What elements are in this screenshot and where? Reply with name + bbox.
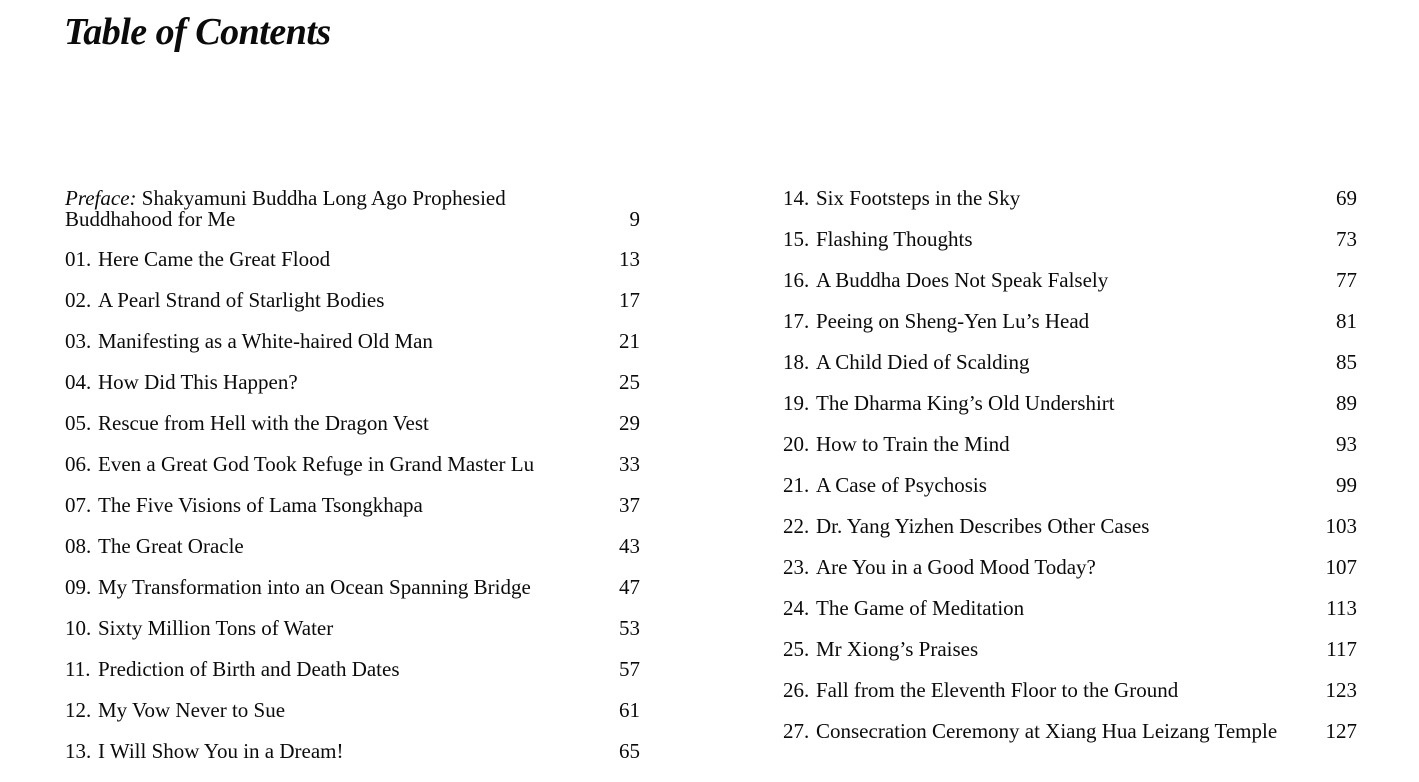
- chapter-number: 13.: [65, 739, 92, 763]
- chapter-title: Fall from the Eleventh Floor to the Ground: [816, 678, 1179, 702]
- toc-entry-07[interactable]: [65, 495, 640, 516]
- toc-entry-02[interactable]: [65, 290, 640, 311]
- chapter-number: 17.: [783, 309, 810, 333]
- chapter-title: A Child Died of Scalding: [816, 350, 1030, 374]
- toc-entry-17[interactable]: [783, 311, 1357, 332]
- page-number: 69: [1336, 186, 1357, 210]
- toc-column-left: [65, 188, 640, 782]
- chapter-number: 15.: [783, 227, 810, 251]
- chapter-title: I Will Show You in a Dream!: [98, 739, 344, 763]
- toc-entry-05[interactable]: [65, 413, 640, 434]
- toc-entry-26[interactable]: [783, 680, 1357, 701]
- chapter-title: The Dharma King’s Old Undershirt: [816, 391, 1115, 415]
- chapter-number: 12.: [65, 698, 92, 722]
- toc-entry-09[interactable]: [65, 577, 640, 598]
- chapter-title: Dr. Yang Yizhen Describes Other Cases: [816, 514, 1150, 538]
- chapter-number: 11.: [65, 657, 91, 681]
- chapter-title: Flashing Thoughts: [816, 227, 973, 251]
- toc-entry-11[interactable]: [65, 659, 640, 680]
- chapter-number: 20.: [783, 432, 810, 456]
- preface-title-text: Shakyamuni Buddha Long Ago Prophesied Buddhahood for Me: [65, 186, 506, 231]
- chapter-title: The Five Visions of Lama Tsongkhapa: [98, 493, 423, 517]
- chapter-title: Even a Great God Took Refuge in Grand Master Lu: [98, 452, 535, 476]
- page-number: 113: [1326, 596, 1357, 620]
- page-number: 85: [1336, 350, 1357, 374]
- chapter-title: Here Came the Great Flood: [98, 247, 331, 271]
- chapter-title: How to Train the Mind: [816, 432, 1010, 456]
- chapter-title: Manifesting as a White-haired Old Man: [98, 329, 433, 353]
- chapter-title: My Transformation into an Ocean Spanning Bridge: [98, 575, 531, 599]
- toc-entry-21[interactable]: [783, 475, 1357, 496]
- page-number: 103: [1325, 514, 1357, 538]
- toc-entry-24[interactable]: [783, 598, 1357, 619]
- toc-entry-10[interactable]: [65, 618, 640, 639]
- page-number: 43: [619, 534, 640, 558]
- toc-entry-preface[interactable]: [65, 188, 640, 230]
- chapter-title: How Did This Happen?: [98, 370, 298, 394]
- toc-entry-06[interactable]: [65, 454, 640, 475]
- chapter-title: Six Footsteps in the Sky: [816, 186, 1021, 210]
- chapter-title: A Case of Psychosis: [816, 473, 987, 497]
- chapter-number: 04.: [65, 370, 92, 394]
- page-number: 17: [619, 288, 640, 312]
- page-number: 9: [629, 207, 640, 231]
- chapter-title: Peeing on Sheng-Yen Lu’s Head: [816, 309, 1090, 333]
- page-number: 107: [1325, 555, 1357, 579]
- page-number: 13: [619, 247, 640, 271]
- chapter-title: The Great Oracle: [98, 534, 244, 558]
- chapter-number: 18.: [783, 350, 810, 374]
- toc-entry-01[interactable]: [65, 249, 640, 270]
- page-number: 89: [1336, 391, 1357, 415]
- toc-entry-14[interactable]: [783, 188, 1357, 209]
- chapter-number: 21.: [783, 473, 810, 497]
- page-number: 81: [1336, 309, 1357, 333]
- chapter-number: 23.: [783, 555, 810, 579]
- chapter-number: 22.: [783, 514, 810, 538]
- chapter-number: 02.: [65, 288, 92, 312]
- toc-entry-04[interactable]: [65, 372, 640, 393]
- page-number: 37: [619, 493, 640, 517]
- chapter-number: 26.: [783, 678, 810, 702]
- chapter-title: Rescue from Hell with the Dragon Vest: [98, 411, 429, 435]
- page-number: 21: [619, 329, 640, 353]
- toc-entry-19[interactable]: [783, 393, 1357, 414]
- page-number: 47: [619, 575, 640, 599]
- chapter-number: 07.: [65, 493, 92, 517]
- chapter-number: 01.: [65, 247, 92, 271]
- toc-entry-23[interactable]: [783, 557, 1357, 578]
- toc-entry-03[interactable]: [65, 331, 640, 352]
- chapter-title: Are You in a Good Mood Today?: [816, 555, 1096, 579]
- chapter-number: 24.: [783, 596, 810, 620]
- chapter-number: 06.: [65, 452, 92, 476]
- toc-entry-27[interactable]: [783, 721, 1357, 742]
- preface-title: [65, 188, 513, 230]
- toc-entry-20[interactable]: [783, 434, 1357, 455]
- chapter-title: Prediction of Birth and Death Dates: [98, 657, 400, 681]
- toc-entry-08[interactable]: [65, 536, 640, 557]
- chapter-number: 08.: [65, 534, 92, 558]
- chapter-number: 25.: [783, 637, 810, 661]
- page-number: 25: [619, 370, 640, 394]
- chapter-number: 19.: [783, 391, 810, 415]
- chapter-number: 09.: [65, 575, 92, 599]
- chapter-title: Consecration Ceremony at Xiang Hua Leizang Temple: [816, 719, 1278, 743]
- page-number: 57: [619, 657, 640, 681]
- page-number: 99: [1336, 473, 1357, 497]
- chapter-title: Sixty Million Tons of Water: [98, 616, 334, 640]
- chapter-title: The Game of Meditation: [816, 596, 1025, 620]
- page-number: 77: [1336, 268, 1357, 292]
- page-number: 127: [1325, 719, 1357, 743]
- chapter-number: 05.: [65, 411, 92, 435]
- toc-entry-18[interactable]: [783, 352, 1357, 373]
- page-number: 65: [619, 739, 640, 763]
- page-number: 73: [1336, 227, 1357, 251]
- page-number: 53: [619, 616, 640, 640]
- page-number: 29: [619, 411, 640, 435]
- toc-entry-25[interactable]: [783, 639, 1357, 660]
- preface-label: Preface:: [65, 186, 137, 210]
- toc-entry-13[interactable]: [65, 741, 640, 762]
- page-number: 61: [619, 698, 640, 722]
- chapter-title: Mr Xiong’s Praises: [816, 637, 979, 661]
- page-number: 93: [1336, 432, 1357, 456]
- page-number: 123: [1325, 678, 1357, 702]
- chapter-number: 03.: [65, 329, 92, 353]
- toc-entry-15[interactable]: [783, 229, 1357, 250]
- chapter-number: 10.: [65, 616, 92, 640]
- chapter-title: My Vow Never to Sue: [98, 698, 286, 722]
- chapter-number: 14.: [783, 186, 810, 210]
- toc-column-right: [783, 188, 1357, 762]
- chapter-number: 16.: [783, 268, 810, 292]
- chapter-title: A Pearl Strand of Starlight Bodies: [98, 288, 385, 312]
- page-number: 117: [1326, 637, 1357, 661]
- page-number: 33: [619, 452, 640, 476]
- chapter-number: 27.: [783, 719, 810, 743]
- page-title: Table of Contents: [64, 11, 331, 53]
- toc-entry-22[interactable]: [783, 516, 1357, 537]
- toc-entry-16[interactable]: [783, 270, 1357, 291]
- chapter-title: A Buddha Does Not Speak Falsely: [816, 268, 1109, 292]
- toc-entry-12[interactable]: [65, 700, 640, 721]
